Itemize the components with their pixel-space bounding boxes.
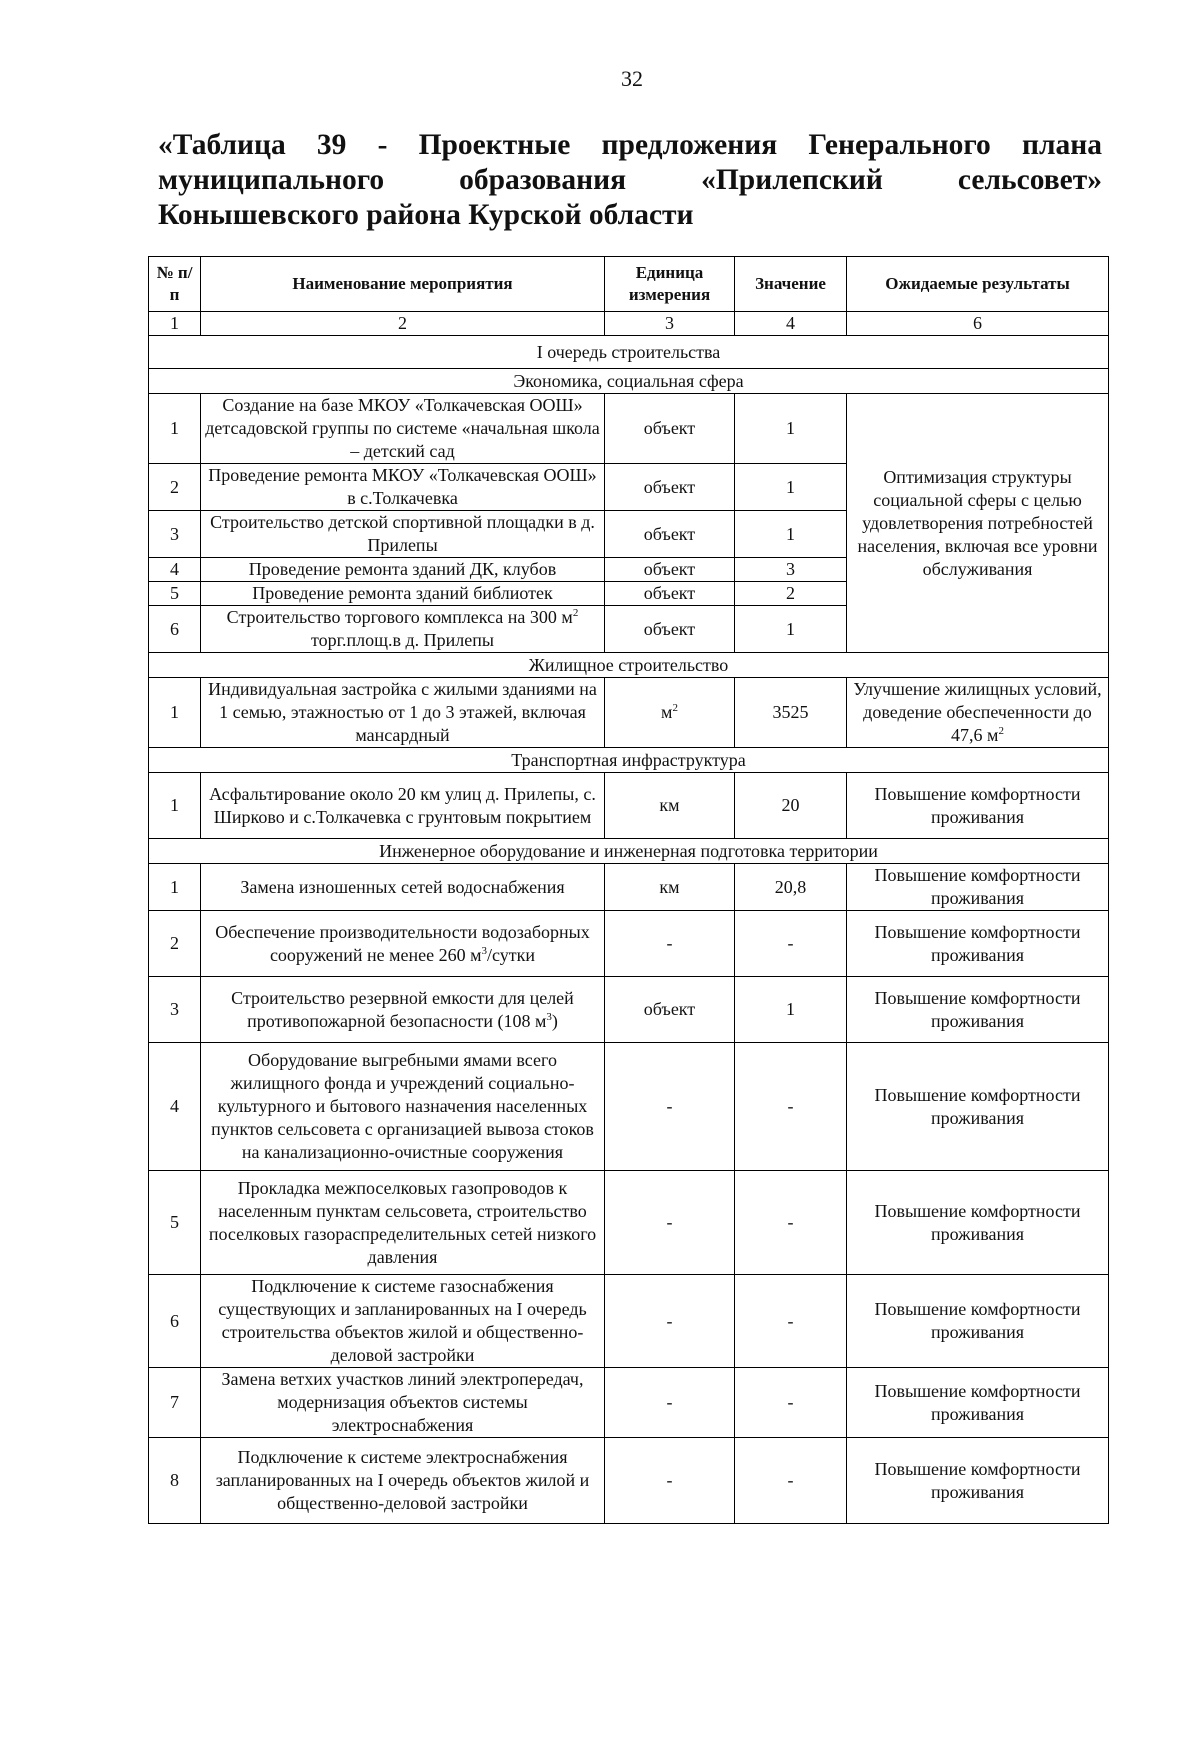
row-number: 6 — [149, 606, 201, 653]
column-numbers-row — [149, 312, 1109, 336]
measure-name: Строительство детской спортивной площадки в д. Прилепы — [201, 511, 605, 558]
measure-name: Асфальтирование около 20 км улиц д. Прилепы, с. Ширково и с.Толкачевка с грунтовым покрытием — [201, 773, 605, 839]
expected-result: Повышение комфортности проживания — [847, 864, 1109, 911]
row-number: 2 — [149, 911, 201, 977]
table-body — [149, 257, 1109, 1524]
measure-name: Индивидуальная застройка с жилыми зданиями на 1 семью, этажностью от 1 до 3 этажей, включая мансардный — [201, 678, 605, 748]
value-cell: - — [735, 911, 847, 977]
unit-cell: - — [605, 911, 735, 977]
measure-name: Оборудование выгребными ямами всего жилищного фонда и учреждений социально-культурного и бытового назначения населенных пунктов сельсовета с организацией вывоза стоков на канализационно-очистные сооружения — [201, 1043, 605, 1171]
section-header-row — [149, 653, 1109, 678]
header-name: Наименование мероприятия — [201, 257, 605, 312]
table-title: «Таблица 39 - Проектные предложения Генерального плана муниципального образования «Прилепский сельсовет» Конышевского района Курской области — [158, 129, 1102, 231]
row-number: 2 — [149, 464, 201, 511]
stage-label: I очередь строительства — [149, 336, 1109, 369]
table-row — [149, 1171, 1109, 1275]
expected-result: Повышение комфортности проживания — [847, 1275, 1109, 1368]
value-cell: - — [735, 1368, 847, 1438]
table-row — [149, 1368, 1109, 1438]
measure-name: Проведение ремонта зданий ДК, клубов — [201, 558, 605, 582]
unit-cell: - — [605, 1275, 735, 1368]
value-cell: - — [735, 1275, 847, 1368]
table-row — [149, 977, 1109, 1043]
unit-cell: объект — [605, 558, 735, 582]
row-number: 1 — [149, 678, 201, 748]
table-row — [149, 1438, 1109, 1524]
measure-name: Строительство резервной емкости для целей противопожарной безопасности (108 $м^3$) — [201, 977, 605, 1043]
table-row — [149, 911, 1109, 977]
project-proposals-table — [148, 256, 1109, 1524]
measure-name: Создание на базе МКОУ «Толкачевская ООШ» детсадовской группы по системе «начальная школа – детский сад — [201, 394, 605, 464]
expected-result: Повышение комфортности проживания — [847, 1043, 1109, 1171]
section-title: Транспортная инфраструктура — [149, 748, 1109, 773]
row-number: 1 — [149, 394, 201, 464]
value-cell: - — [735, 1043, 847, 1171]
column-number: 6 — [847, 312, 1109, 336]
value-cell: 1 — [735, 977, 847, 1043]
unit-cell: объект — [605, 977, 735, 1043]
expected-result: Повышение комфортности проживания — [847, 911, 1109, 977]
row-number: 8 — [149, 1438, 201, 1524]
value-cell: 20 — [735, 773, 847, 839]
measure-name: Замена ветхих участков линий электропередач, модернизация объектов системы электроснабжения — [201, 1368, 605, 1438]
value-cell: 2 — [735, 582, 847, 606]
value-cell: 1 — [735, 606, 847, 653]
unit-cell: - — [605, 1368, 735, 1438]
section-header-row — [149, 839, 1109, 864]
table-row — [149, 678, 1109, 748]
row-number: 7 — [149, 1368, 201, 1438]
value-cell: 3525 — [735, 678, 847, 748]
table-row — [149, 1275, 1109, 1368]
column-number: 2 — [201, 312, 605, 336]
expected-result: Повышение комфортности проживания — [847, 1368, 1109, 1438]
value-cell: 20,8 — [735, 864, 847, 911]
unit-cell: км — [605, 864, 735, 911]
unit-cell: $м^2$ — [605, 678, 735, 748]
stage-row — [149, 336, 1109, 369]
measure-name: Замена изношенных сетей водоснабжения — [201, 864, 605, 911]
table-row — [149, 864, 1109, 911]
measure-name: Строительство торгового комплекса на 300 $м^2$ торг.площ.в д. Прилепы — [201, 606, 605, 653]
row-number: 1 — [149, 864, 201, 911]
expected-result: Повышение комфортности проживания — [847, 977, 1109, 1043]
row-number: 1 — [149, 773, 201, 839]
expected-result: Повышение комфортности проживания — [847, 1438, 1109, 1524]
value-cell: - — [735, 1171, 847, 1275]
section-header-row — [149, 748, 1109, 773]
section-title: Экономика, социальная сфера — [149, 369, 1109, 394]
measure-name: Прокладка межпоселковых газопроводов к населенным пунктам сельсовета, строительство поселковых газораспределительных сетей низкого давления — [201, 1171, 605, 1275]
measure-name: Подключение к системе газоснабжения существующих и запланированных на I очередь строительства объектов жилой и общественно-деловой застройки — [201, 1275, 605, 1368]
expected-result: Улучшение жилищных условий, доведение обеспеченности до 47,6 $м^2$ — [847, 678, 1109, 748]
value-cell: 1 — [735, 511, 847, 558]
value-cell: 1 — [735, 464, 847, 511]
header-unit: Единица измерения — [605, 257, 735, 312]
section-title: Инженерное оборудование и инженерная подготовка территории — [149, 839, 1109, 864]
table-row — [149, 773, 1109, 839]
unit-cell: - — [605, 1043, 735, 1171]
measure-name: Обеспечение производительности водозаборных сооружений не менее 260 $м^3$/сутки — [201, 911, 605, 977]
section-title: Жилищное строительство — [149, 653, 1109, 678]
page-number: 32 — [621, 66, 643, 91]
row-number: 5 — [149, 582, 201, 606]
row-number: 3 — [149, 977, 201, 1043]
unit-cell: - — [605, 1438, 735, 1524]
section-header-row — [149, 369, 1109, 394]
measure-name: Подключение к системе электроснабжения запланированных на I очередь объектов жилой и общественно-деловой застройки — [201, 1438, 605, 1524]
unit-cell: км — [605, 773, 735, 839]
measure-name: Проведение ремонта зданий библиотек — [201, 582, 605, 606]
measure-name: Проведение ремонта МКОУ «Толкачевская ООШ» в с.Толкачевка — [201, 464, 605, 511]
column-number: 3 — [605, 312, 735, 336]
unit-cell: объект — [605, 511, 735, 558]
header-result: Ожидаемые результаты — [847, 257, 1109, 312]
row-number: 5 — [149, 1171, 201, 1275]
unit-cell: объект — [605, 582, 735, 606]
value-cell: 3 — [735, 558, 847, 582]
expected-result: Оптимизация структуры социальной сферы с целью удовлетворения потребностей населения, включая все уровни обслуживания — [847, 394, 1109, 653]
column-number: 4 — [735, 312, 847, 336]
row-number: 4 — [149, 1043, 201, 1171]
expected-result: Повышение комфортности проживания — [847, 1171, 1109, 1275]
row-number: 6 — [149, 1275, 201, 1368]
unit-cell: объект — [605, 464, 735, 511]
row-number: 4 — [149, 558, 201, 582]
unit-cell: объект — [605, 606, 735, 653]
header-row — [149, 257, 1109, 312]
value-cell: - — [735, 1438, 847, 1524]
row-number: 3 — [149, 511, 201, 558]
column-number: 1 — [149, 312, 201, 336]
unit-cell: - — [605, 1171, 735, 1275]
header-num: № п/п — [149, 257, 201, 312]
header-value: Значение — [735, 257, 847, 312]
value-cell: 1 — [735, 394, 847, 464]
table-row — [149, 1043, 1109, 1171]
unit-cell: объект — [605, 394, 735, 464]
table-row — [149, 394, 1109, 464]
expected-result: Повышение комфортности проживания — [847, 773, 1109, 839]
